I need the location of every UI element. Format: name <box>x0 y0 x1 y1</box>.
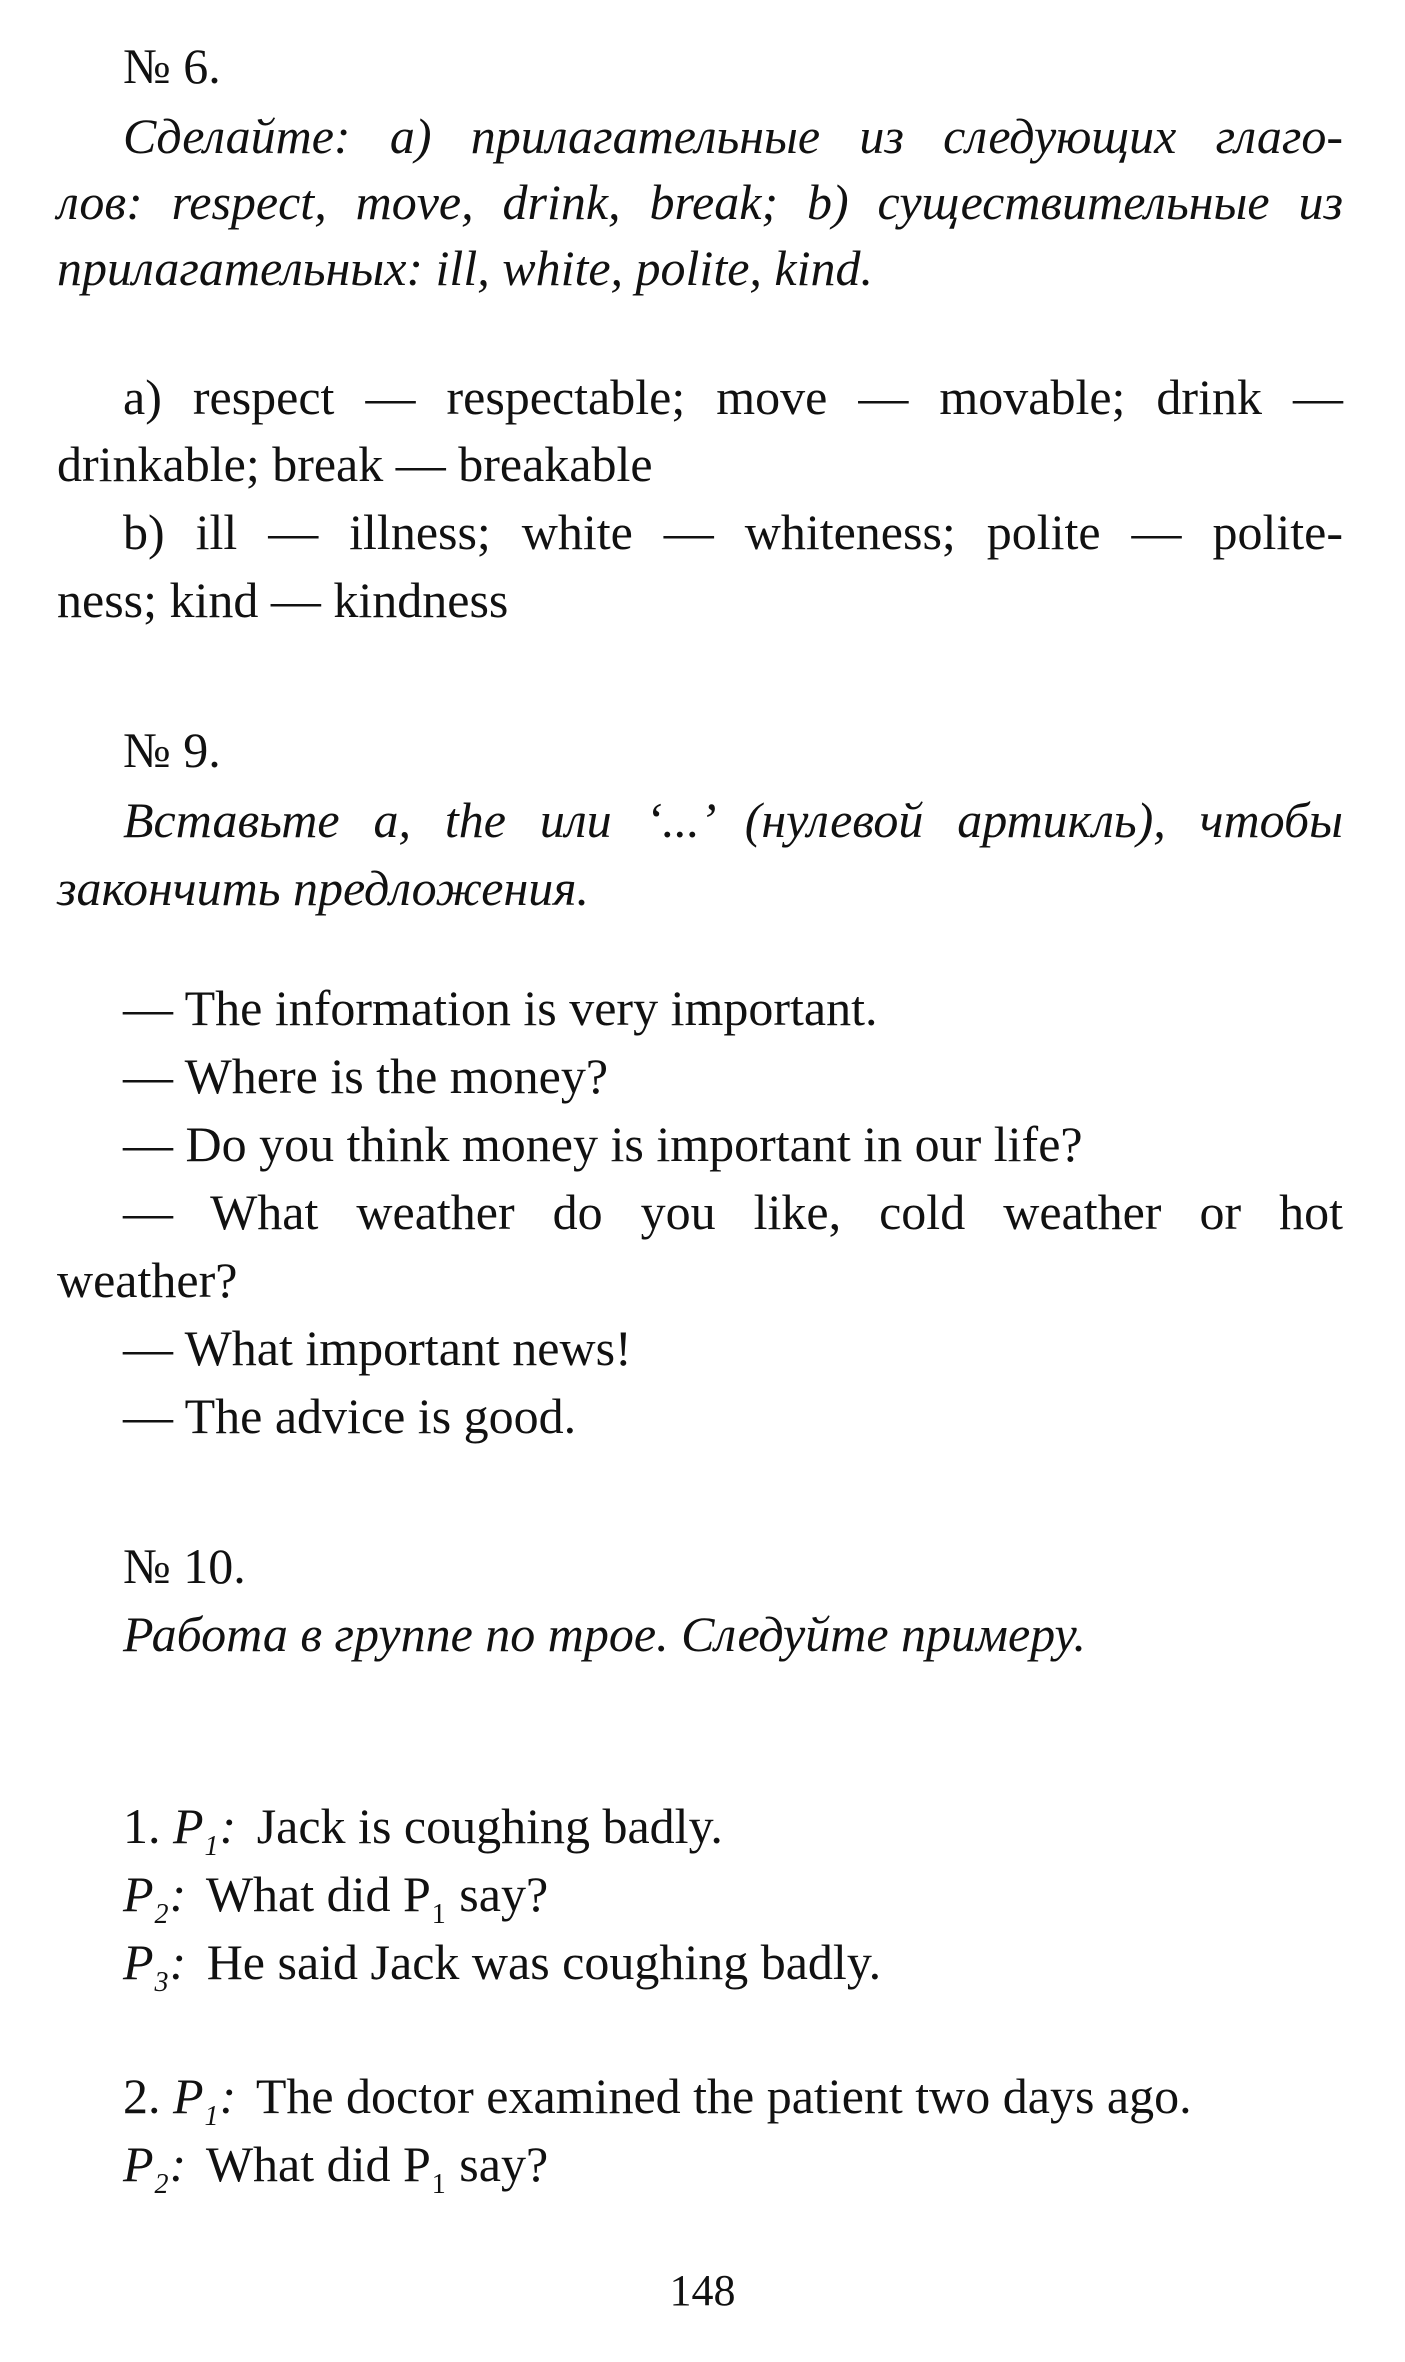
example-2-p1-label: P <box>173 2068 204 2124</box>
example-1-p3-subscript: 3 <box>154 1967 169 1998</box>
exercise-6-answer-line-2: drinkable; break — breakable <box>57 436 653 492</box>
exercise-6-number: № 6. <box>123 38 221 94</box>
example-1-p1-text: Jack is coughing badly. <box>256 1798 723 1854</box>
example-1-p2-ref-subscript: 1 <box>431 1899 446 1930</box>
example-2-line-p1: 2. $P_1$: The doctor examined the patient two days ago. <box>123 2068 1192 2132</box>
example-2-line-p2: $P_2$: What did $P_1$ say? <box>123 2136 549 2200</box>
example-1-number: 1. <box>123 1798 161 1854</box>
example-2-p2-ref-subscript: 1 <box>431 2169 446 2200</box>
example-1-p1-subscript: 1 <box>204 1831 219 1862</box>
exercise-9-answer-line-4: — What weather do you like, cold weather or hot <box>123 1184 1343 1240</box>
example-2-p1-subscript: 1 <box>204 2101 219 2132</box>
exercise-9-instruction-line-2: закончить предложения. <box>57 860 590 916</box>
exercise-6-instruction-line-1: Сделайте: a) прилагательные из следующих глаго- <box>123 108 1343 164</box>
example-1-p3-text: He said Jack was coughing badly. <box>206 1934 882 1990</box>
example-2-p2-tail: say? <box>459 2136 549 2192</box>
exercise-10-number: № 10. <box>123 1538 246 1594</box>
example-2-p1-text: The doctor examined the patient two days ago. <box>255 2068 1192 2124</box>
exercise-9-answer-line-5: weather? <box>57 1252 238 1308</box>
exercise-9-answer-line-1: — The information is very important. <box>123 980 878 1036</box>
exercise-9-answer-line-2: — Where is the money? <box>123 1048 609 1104</box>
page-number: 148 <box>669 2266 736 2315</box>
exercise-6-answer-line-3: b) ill — illness; white — whiteness; polite — polite- <box>123 504 1343 560</box>
exercise-6-instruction-line-3: прилагательных: ill, white, polite, kind. <box>57 240 873 296</box>
example-2-p2-subscript: 2 <box>154 2169 169 2200</box>
exercise-9-answer-line-6: — What important news! <box>123 1320 632 1376</box>
exercise-9-instruction-line-1: Вставьте a, the или ‘...’ (нулевой артикль), чтобы <box>123 792 1343 848</box>
exercise-6-answer-line-1: a) respect — respectable; move — movable; drink — <box>123 369 1343 425</box>
example-1-p2-label: P <box>123 1866 154 1922</box>
exercise-6-instruction-line-2: лов: respect, move, drink, break; b) существительные из <box>57 174 1343 230</box>
example-2-p2-text: What did P <box>205 2136 431 2192</box>
example-1-p2-subscript: 2 <box>154 1899 169 1930</box>
example-1-p3-label: P <box>123 1934 154 1990</box>
example-1-p2-text: What did P <box>205 1866 431 1922</box>
example-1-p2-tail: say? <box>459 1866 549 1922</box>
exercise-9-answer-line-7: — The advice is good. <box>123 1388 577 1444</box>
exercise-6-answer-line-4: ness; kind — kindness <box>57 572 509 628</box>
example-2-p2-label: P <box>123 2136 154 2192</box>
example-1-line-p1: 1. $P_1$: Jack is coughing badly. <box>123 1798 723 1862</box>
example-1-p1-label: P <box>173 1798 204 1854</box>
exercise-10-instruction: Работа в группе по трое. Следуйте примеру. <box>123 1606 1087 1662</box>
example-1-line-p2: $P_2$: What did $P_1$ say? <box>123 1866 549 1930</box>
example-2-number: 2. <box>123 2068 161 2124</box>
exercise-9-number: № 9. <box>123 722 221 778</box>
example-1-line-p3: $P_3$: He said Jack was coughing badly. <box>123 1934 882 1998</box>
exercise-9-answer-line-3: — Do you think money is important in our life? <box>123 1116 1083 1172</box>
